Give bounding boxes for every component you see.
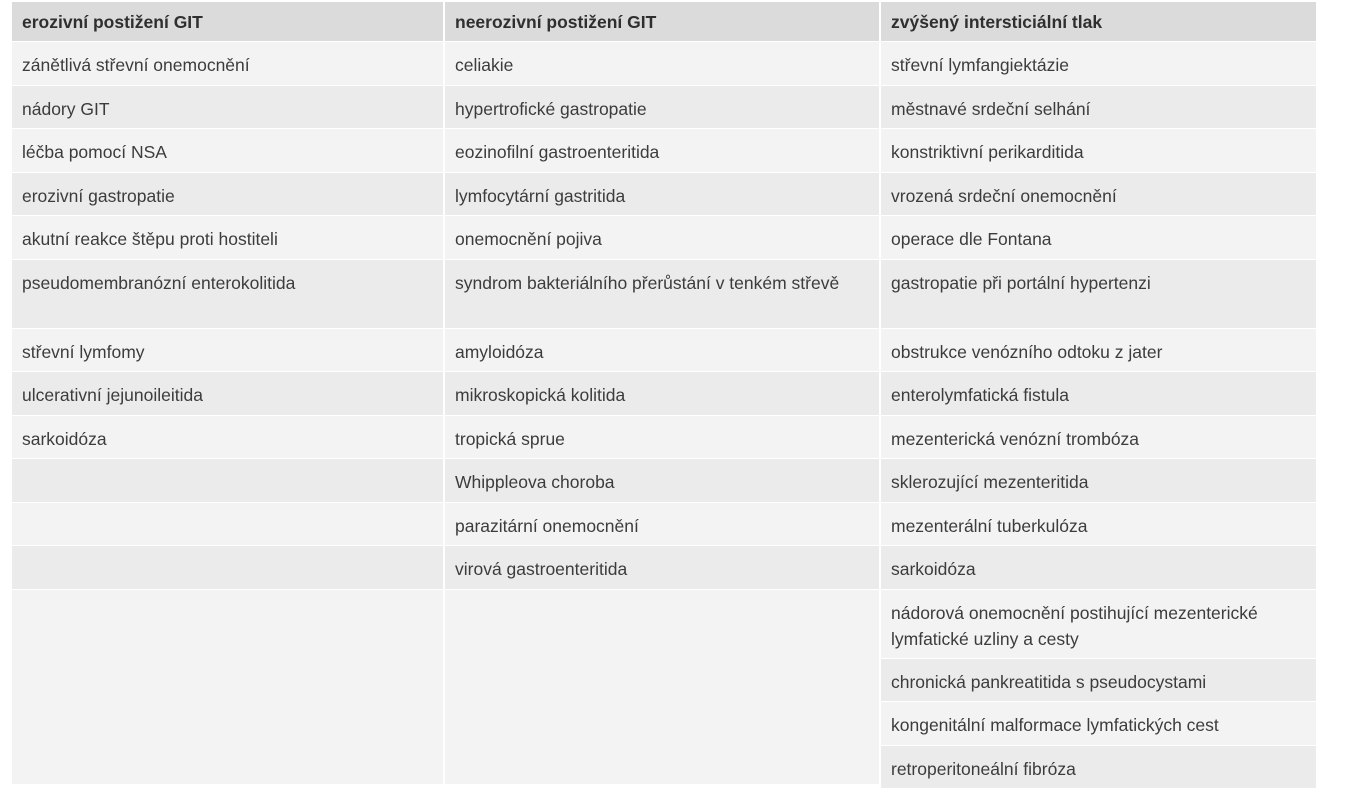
table-cell: vrozená srdeční onemocnění	[881, 173, 1316, 217]
empty-cell	[12, 503, 443, 547]
empty-cell	[445, 590, 879, 785]
empty-cell	[12, 546, 443, 590]
causes-table	[12, 2, 1316, 789]
empty-cell	[12, 590, 443, 785]
table-cell: parazitární onemocnění	[445, 503, 879, 547]
table-cell: celiakie	[445, 42, 879, 86]
column-header: zvýšený intersticiální tlak	[881, 2, 1316, 42]
table-cell: střevní lymfangiektázie	[881, 42, 1316, 86]
table-cell: sklerozující mezenteritida	[881, 459, 1316, 503]
table-cell: ulcerativní jejunoileitida	[12, 372, 443, 416]
table-cell: lymfocytární gastritida	[445, 173, 879, 217]
table-cell: sarkoidóza	[881, 546, 1316, 590]
table-cell: Whippleova choroba	[445, 459, 879, 503]
column-header: erozivní postižení GIT	[12, 2, 443, 42]
table-cell: konstriktivní perikarditida	[881, 129, 1316, 173]
table-cell: nádorová onemocnění postihující mezenterické lymfatické uzliny a cesty	[881, 590, 1316, 659]
table-cell: obstrukce venózního odtoku z jater	[881, 329, 1316, 373]
table-cell: gastropatie při portální hypertenzi	[881, 260, 1316, 329]
table-cell: zánětlivá střevní onemocnění	[12, 42, 443, 86]
table-cell: léčba pomocí NSA	[12, 129, 443, 173]
table-cell: eozinofilní gastroenteritida	[445, 129, 879, 173]
table-cell: operace dle Fontana	[881, 216, 1316, 260]
column-erosive	[12, 2, 445, 789]
table-cell: sarkoidóza	[12, 416, 443, 460]
table-cell: onemocnění pojiva	[445, 216, 879, 260]
table-cell: virová gastroenteritida	[445, 546, 879, 590]
table-cell: chronická pankreatitida s pseudocystami	[881, 659, 1316, 703]
table-cell: mikroskopická kolitida	[445, 372, 879, 416]
table-cell: hypertrofické gastropatie	[445, 86, 879, 130]
table-cell: nádory GIT	[12, 86, 443, 130]
table-cell: střevní lymfomy	[12, 329, 443, 373]
table-cell: retroperitoneální fibróza	[881, 746, 1316, 790]
column-non-erosive	[445, 2, 881, 789]
table-cell: amyloidóza	[445, 329, 879, 373]
table-cell: pseudomembranózní enterokolitida	[12, 260, 443, 329]
table-cell: kongenitální malformace lymfatických cest	[881, 702, 1316, 746]
column-interstitial-pressure	[881, 2, 1316, 789]
table-cell: mezenterická venózní trombóza	[881, 416, 1316, 460]
column-header: neerozivní postižení GIT	[445, 2, 879, 42]
table-cell: syndrom bakteriálního přerůstání v tenkém střevě	[445, 260, 879, 329]
table-cell: enterolymfatická fistula	[881, 372, 1316, 416]
empty-cell	[12, 459, 443, 503]
table-cell: městnavé srdeční selhání	[881, 86, 1316, 130]
table-cell: tropická sprue	[445, 416, 879, 460]
table-cell: akutní reakce štěpu proti hostiteli	[12, 216, 443, 260]
table-cell: mezenterální tuberkulóza	[881, 503, 1316, 547]
table-cell: erozivní gastropatie	[12, 173, 443, 217]
